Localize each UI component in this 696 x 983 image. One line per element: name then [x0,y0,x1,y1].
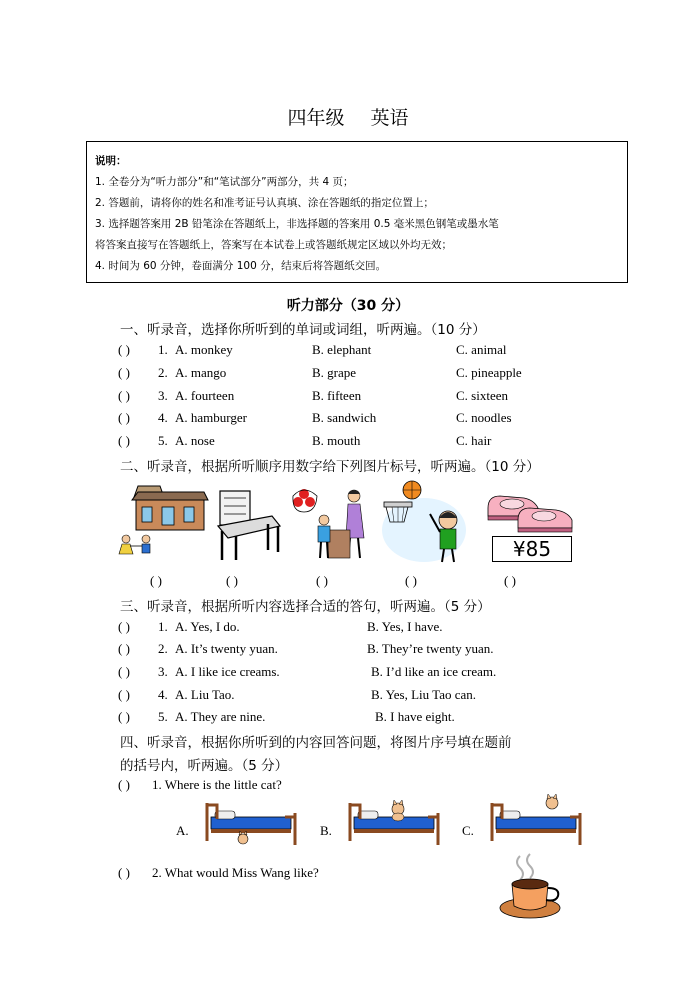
price-label: ¥85 [512,537,552,561]
bed-cat-behind-picture [490,794,582,849]
item-number: 5. [158,433,168,448]
option-c: C. sixteen [456,388,508,403]
option-b: B. mouth [312,433,361,448]
subject-label: 英语 [370,107,409,129]
bed-cat-on-picture [348,797,440,849]
instruction-line: 1. 全卷分为“听力部分”和“笔试部分”两部分，共 4 页； [95,176,354,188]
option-b: B. I have eight. [375,709,455,724]
answer-paren[interactable]: ( ) [118,619,130,634]
instruction-line: 2. 答题前，请将你的姓名和准考证号认真填、涂在答题纸的指定位置上； [95,197,434,209]
page-title [0,103,696,130]
option-c: C. pineapple [456,365,522,380]
item-number: 1. [158,619,168,634]
answer-paren[interactable]: ( ) [118,641,130,656]
option-a: A. Yes, I do. [175,619,240,634]
picture-blank-4[interactable]: ( ) [405,573,417,588]
picture-blank-1[interactable]: ( ) [150,573,162,588]
listening-part-title: 听力部分（30 分） [286,298,410,314]
instructions-title: 说明： [95,155,127,167]
section3-item-1 [118,619,618,639]
option-c: C. hair [456,433,492,448]
price-tag [492,536,572,562]
option-a: A. monkey [175,342,233,357]
picture-blank-2[interactable]: ( ) [226,573,238,588]
item-number: 4. [158,687,168,702]
section1-item-1 [118,342,618,362]
item-number: 2. [158,365,168,380]
option-b: B. They’re twenty yuan. [367,641,494,656]
instruction-line: 3. 选择题答案用 2B 铅笔涂在答题纸上，非选择题的答案用 0.5 毫米黑色钢笔或墨水笔 [95,218,499,230]
answer-paren[interactable]: ( ) [118,777,130,792]
grade-label: 四年级 [287,107,345,129]
option-b: B. grape [312,365,357,380]
picture-blank-3[interactable]: ( ) [316,573,328,588]
question-text: 2. What would Miss Wang like? [152,865,319,880]
section3-item-4 [118,687,618,707]
item-number: 5. [158,709,168,724]
option-b: B. Yes, I have. [367,619,443,634]
section2-title: 二、听录音，根据所听顺序用数字给下列图片标号，听两遍。（10 分） [120,459,540,475]
option-c: C. noodles [456,410,512,425]
section4-title-line2: 的括号内，听两遍。（5 分） [120,758,289,774]
section1-item-3 [118,388,618,408]
section1-item-5 [118,433,618,453]
section3-item-5 [118,709,618,729]
option-b: B. elephant [312,342,372,357]
option-a: A. nose [175,433,215,448]
item-number: 3. [158,664,168,679]
option-a: A. I like ice creams. [175,664,280,679]
item-number: 1. [158,342,168,357]
section4-title-line1: 四、听录音，根据你所听到的内容回答问题，将图片序号填在题前 [120,735,512,751]
item-number: 4. [158,410,168,425]
option-a: A. They are nine. [175,709,266,724]
item-number: 3. [158,388,168,403]
instructions-box [86,141,628,283]
option-a: A. hamburger [175,410,247,425]
option-a: A. mango [175,365,227,380]
section3-title: 三、听录音，根据所听内容选择合适的答句，听两遍。（5 分） [120,599,491,615]
option-b: B. Yes, Liu Tao can. [371,687,477,702]
coffee-cup-picture [498,852,564,922]
answer-paren[interactable]: ( ) [118,410,130,425]
bed-option-c-label: C. [462,823,474,838]
item-number: 2. [158,641,168,656]
instruction-line: 将答案直接写在答题纸上，答案写在本试卷上或答题纸规定区域以外均无效； [95,239,452,251]
basketball-picture [378,480,466,564]
school-picture [118,482,208,564]
bed-option-b-label: B. [320,823,332,838]
option-a: A. It’s twenty yuan. [175,641,278,656]
option-b: B. fifteen [312,388,362,403]
instruction-line: 4. 时间为 60 分钟，卷面满分 100 分，结束后将答题纸交回。 [95,260,387,272]
section1-item-4 [118,410,618,430]
answer-paren[interactable]: ( ) [118,687,130,702]
section1-item-2 [118,365,618,385]
picture-blank-5[interactable]: ( ) [504,573,516,588]
section3-item-2 [118,641,618,661]
answer-paren[interactable]: ( ) [118,709,130,724]
desk-chair-picture [216,486,282,562]
answer-paren[interactable]: ( ) [118,433,130,448]
section3-item-3 [118,664,618,684]
option-c: C. animal [456,342,507,357]
answer-paren[interactable]: ( ) [118,664,130,679]
option-a: A. Liu Tao. [175,687,235,702]
bed-cat-under-picture [205,797,297,849]
bed-option-a-label: A. [176,823,189,838]
answer-paren[interactable]: ( ) [118,342,130,357]
answer-paren[interactable]: ( ) [118,365,130,380]
answer-paren[interactable]: ( ) [118,388,130,403]
option-a: A. fourteen [175,388,235,403]
option-b: B. I’d like an ice cream. [371,664,497,679]
option-b: B. sandwich [312,410,377,425]
section1-title: 一、听录音，选择你所听到的单词或词组，听两遍。（10 分） [120,322,486,338]
answer-paren[interactable]: ( ) [118,865,130,880]
question-text: 1. Where is the little cat? [152,777,282,792]
shopping-picture [290,484,368,562]
